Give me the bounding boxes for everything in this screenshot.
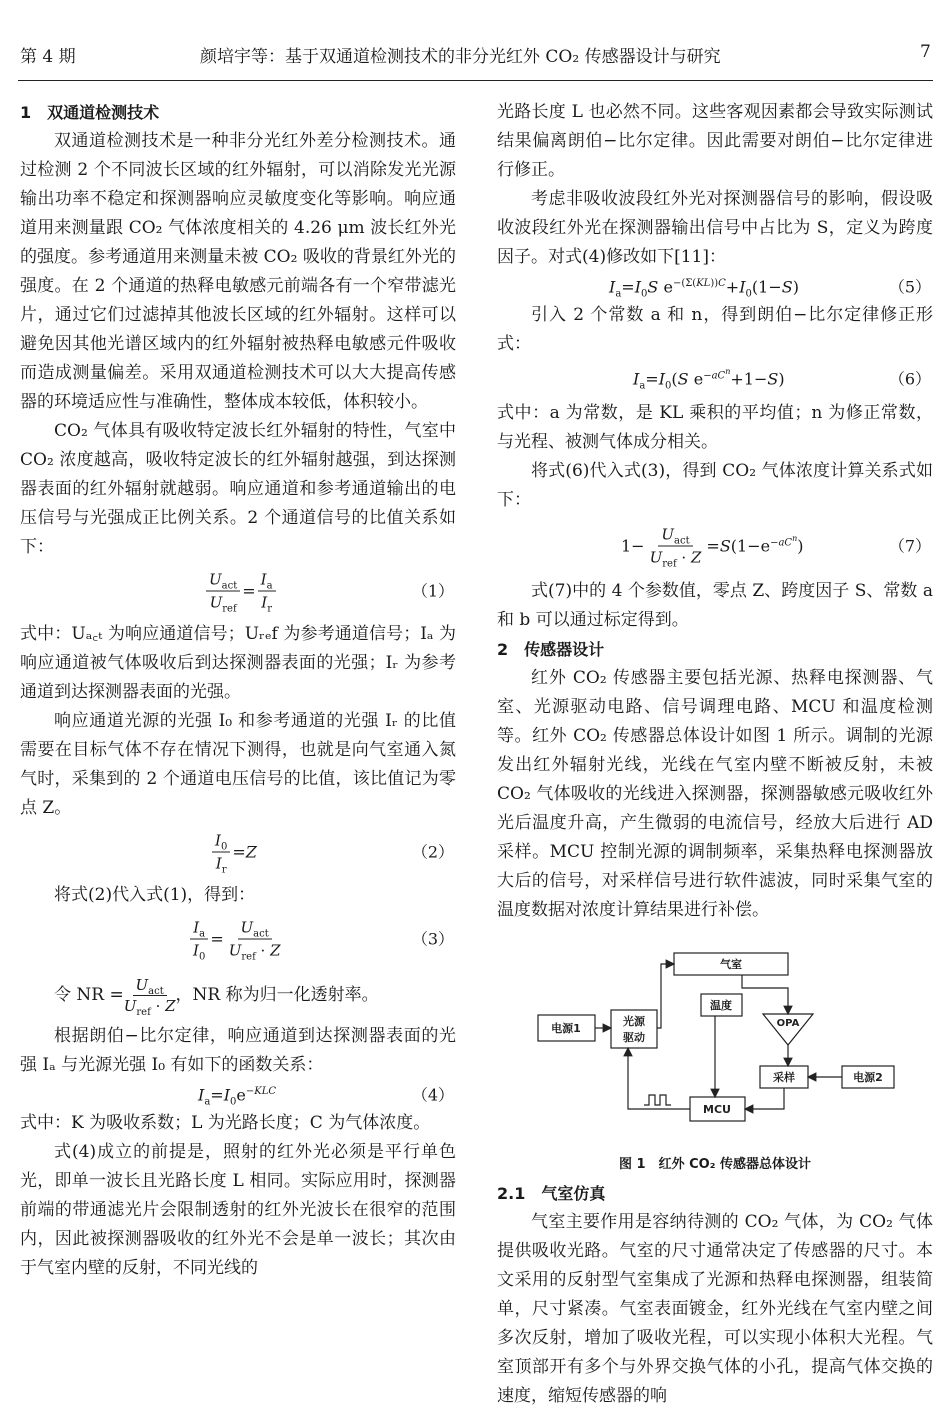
paragraph: 式中：K 为吸收系数；L 为光路长度；C 为气体浓度。 bbox=[20, 1113, 431, 1133]
section-number: 1 bbox=[20, 103, 32, 122]
right-column bbox=[497, 98, 933, 1411]
equation-number: （1） bbox=[411, 581, 454, 601]
equation-3: $\frac{I_a}{I_0}$ = $\frac{U_{act}}{U_{ref} \cdot Z}$ （3） bbox=[20, 910, 456, 968]
nr-fraction: $U_{act}$ $U_{ref} \cdot Z$ bbox=[123, 975, 176, 1018]
issue-number: 第 4 期 bbox=[20, 47, 76, 67]
sampling-label: 采样 bbox=[773, 1071, 795, 1084]
chamber-label: 气室 bbox=[720, 958, 742, 971]
section-2-1-heading bbox=[497, 1179, 933, 1208]
mcu-label: MCU bbox=[703, 1103, 731, 1116]
nr-prefix: 令 NR = bbox=[54, 984, 124, 1005]
nr-definition bbox=[20, 968, 456, 1022]
paragraph: 根据朗伯−比尔定律，响应通道到达探测器表面的光强 Iₐ 与光源光强 I₀ 有如下的函数关系： bbox=[20, 1026, 456, 1075]
paragraph: 引入 2 个常数 a 和 n，得到朗伯−比尔定律修正形式： bbox=[497, 305, 933, 354]
equation-number: （6） bbox=[888, 369, 931, 389]
equation-number: （3） bbox=[411, 929, 454, 949]
opa-label: OPA bbox=[776, 1018, 800, 1029]
figure-caption: 图 1 红外 CO₂ 传感器总体设计 bbox=[619, 1157, 811, 1172]
page-number: 7 bbox=[920, 42, 931, 62]
section-number: 2 bbox=[497, 640, 509, 659]
section-number: 2.1 bbox=[497, 1184, 526, 1203]
equation-7: 1− $\frac{U_{act}}{U_{ref} \cdot Z}$ $=S(1-e^{-aC^n})$ （7） bbox=[621, 525, 931, 570]
paragraph: 响应通道光源的光强 I₀ 和参考通道的光强 Iᵣ 的比值需要在目标气体不存在情况下测得，也就是向气室通入氮气时，采集到的 2 个通道电压信号的比值，该比值记为零点 Z。 bbox=[20, 711, 456, 818]
section-1-heading bbox=[20, 98, 456, 127]
nr-suffix: ，NR 称为归一化透射率。 bbox=[175, 984, 379, 1005]
equation-2: $\frac{I_0}{I_r}$ =Z （2） bbox=[20, 823, 456, 881]
equation-5: $I_a=I_0S$ $e^{-(\Sigma(KL))C}+I_0(1-S)$ （5） bbox=[497, 272, 933, 301]
paragraph: 光路长度 L 也必然不同。这些客观因素都会导致实际测试结果偏离朗伯−比尔定律。因此需要对朗伯−比尔定律进行修正。 bbox=[497, 102, 933, 180]
section-2-heading bbox=[497, 635, 933, 664]
paragraph: 式(7)中的 4 个参数值，零点 Z、跨度因子 S、常数 a 和 b 可以通过标定得到。 bbox=[497, 581, 933, 630]
paragraph: CO₂ 气体具有吸收特定波长红外辐射的特性，气室中 CO₂ 浓度越高，吸收特定波长的红外辐射越强，到达探测器表面的红外辐射就越弱。响应通道和参考通道输出的电压信号与光强成正比例关系。2 个通道信号的比值关系如下： bbox=[20, 421, 456, 557]
figure-1 bbox=[497, 925, 933, 1150]
section-title: 气室仿真 bbox=[541, 1184, 606, 1203]
power1-label: 电源1 bbox=[551, 1022, 581, 1035]
paragraph: 双通道检测技术是一种非分光红外差分检测技术。通过检测 2 个不同波长区域的红外辐射，可以消除发光光源输出功率不稳定和探测器响应灵敏度变化等影响。响应通道用来测量跟 CO₂ 气体浓度相关的 4.26 μm 波长红外光的强度。参考通道用来测量未被 CO₂ 吸收的背景红外光的强度。在 2 个通道的热释电敏感元前端各有一个窄带滤光片，通过它们过滤掉其他波长区域的红外辐射。这样可以避免因其他光谱区域内的红外辐射被热释电敏感元件吸收而造成测量偏差。采用双通道检测技术可以大大提高传感器的环境适应性与准确性，整体成本较低，体积较小。 bbox=[20, 131, 456, 412]
paragraph: 气室主要作用是容纳待测的 CO₂ 气体，为 CO₂ 气体提供吸收光路。气室的尺寸通常决定了传感器的尺寸。本文采用的反射型气室集成了光源和热释电探测器，组装简单，尺寸紧凑。气室表面镀金，红外光线在气室内壁之间多次反射，增加了吸收光程，可以实现小体积大光程。气室顶部开有多个与外界交换气体的小孔，提高气体交换的速度，缩短传感器的响 bbox=[497, 1212, 933, 1406]
left-column bbox=[20, 98, 456, 1283]
equation-number: （2） bbox=[411, 842, 454, 862]
section-title: 双通道检测技术 bbox=[47, 103, 160, 122]
driver-label-2: 驱动 bbox=[623, 1031, 645, 1044]
equation-6: $I_a=I_0(S$ $e^{-aC^n}+1-S$) （6） bbox=[497, 359, 933, 399]
power2-label: 电源2 bbox=[853, 1071, 883, 1084]
block-diagram bbox=[497, 925, 933, 1150]
paragraph: 红外 CO₂ 传感器主要包括光源、热释电探测器、气室、光源驱动电路、信号调理电路、MCU 和温度检测等。红外 CO₂ 传感器总体设计如图 1 所示。调制的光源发出红外辐射光线，光线在气室内壁不断被反射，未被 CO₂ 气体吸收的光线进入探测器，探测器敏感元吸收红外光后温度升高，产生微弱的电流信号，经放大后进行 AD 采样。MCU 控制光源的调制频率，采集热释电探测器放大后的信号，对采样信号进行软件滤波，同时采集气室的温度数据对浓度计算结果进行补偿。 bbox=[497, 668, 933, 920]
equation-1: $\frac{U_{act}}{U_{ref}}$ = $\frac{I_a}{I_r}$ （1） bbox=[20, 562, 456, 620]
paragraph: 式(4)成立的前提是，照射的红外光必须是平行单色光，即单一波长且光路长度 L 相同。实际应用时，探测器前端的带通滤光片会限制透射的红外光波长在很窄的范围内，因此被探测器吸收的红外光不会是单一波长；其次由于气室内壁的反射，不同光线的 bbox=[20, 1142, 456, 1278]
page-header bbox=[0, 0, 950, 90]
equation-4: $I_a=I_0e^{-KLC}$ （4） bbox=[20, 1080, 456, 1109]
paragraph: 将式(2)代入式(1)，得到： bbox=[54, 885, 256, 905]
equation-number: （7） bbox=[888, 536, 931, 556]
equation-number: （5） bbox=[888, 277, 931, 296]
driver-label-1: 光源 bbox=[623, 1015, 645, 1028]
section-title: 传感器设计 bbox=[524, 640, 605, 659]
equation-number: （4） bbox=[411, 1085, 454, 1104]
paragraph: 考虑非吸收波段红外光对探测器信号的影响，假设吸收波段红外光在探测器输出信号中占比为 S，定义为跨度因子。对式(4)修改如下[11]： bbox=[497, 189, 933, 267]
running-title: 颜培宇等：基于双通道检测技术的非分光红外 CO₂ 传感器设计与研究 bbox=[200, 47, 721, 67]
paragraph: 将式(6)代入式(3)，得到 CO₂ 气体浓度计算关系式如下： bbox=[497, 461, 933, 510]
paragraph: 式中：a 为常数，是 KL 乘积的平均值；n 为修正常数，与光程、被测气体成分相关。 bbox=[497, 403, 933, 452]
temperature-label: 温度 bbox=[710, 999, 732, 1012]
header-rule bbox=[18, 80, 933, 81]
paragraph: 式中：Uₐ꜀ₜ 为响应通道信号；Uᵣₑf 为参考通道信号；Iₐ 为响应通道被气体吸收后到达探测器表面的光强；Iᵣ 为参考通道到达探测器表面的光强。 bbox=[20, 624, 456, 702]
